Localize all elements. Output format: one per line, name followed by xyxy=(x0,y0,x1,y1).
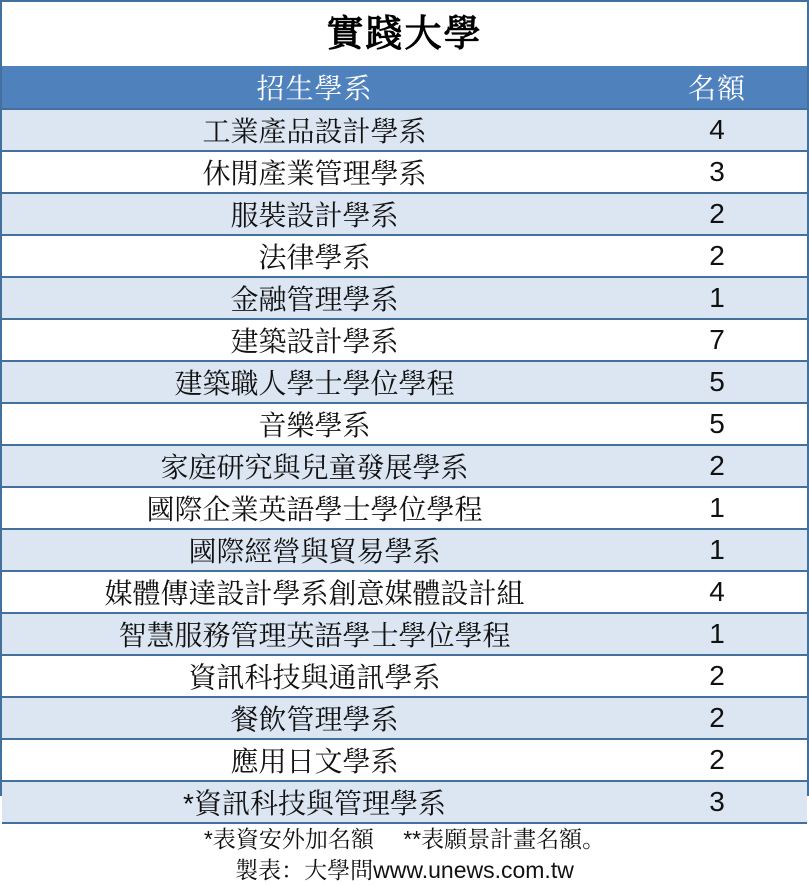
column-header-quota: 名額 xyxy=(627,66,807,109)
department-cell: 法律學系 xyxy=(2,235,627,277)
table-body xyxy=(2,109,807,822)
department-cell: 國際企業英語學士學位學程 xyxy=(2,487,627,529)
table-row xyxy=(2,403,807,445)
admissions-table xyxy=(2,66,807,822)
table-row xyxy=(2,361,807,403)
table-row xyxy=(2,739,807,781)
quota-cell: 5 xyxy=(627,361,807,403)
table-row xyxy=(2,109,807,151)
table-row xyxy=(2,655,807,697)
table-row xyxy=(2,277,807,319)
quota-cell: 2 xyxy=(627,655,807,697)
quota-cell: 2 xyxy=(627,697,807,739)
table-row xyxy=(2,319,807,361)
quota-cell: 4 xyxy=(627,109,807,151)
credit-text: 製表：大學問www.unews.com.tw xyxy=(235,857,574,883)
table-row xyxy=(2,697,807,739)
department-cell: 工業產品設計學系 xyxy=(2,109,627,151)
department-cell: 休閒產業管理學系 xyxy=(2,151,627,193)
department-cell: 智慧服務管理英語學士學位學程 xyxy=(2,613,627,655)
department-cell: 音樂學系 xyxy=(2,403,627,445)
quota-cell: 2 xyxy=(627,739,807,781)
department-cell: 資訊科技與通訊學系 xyxy=(2,655,627,697)
table-row xyxy=(2,235,807,277)
quota-cell: 2 xyxy=(627,445,807,487)
quota-cell: 2 xyxy=(627,193,807,235)
header-row xyxy=(2,66,807,109)
table-footer xyxy=(2,822,807,886)
table-row xyxy=(2,613,807,655)
department-cell: 應用日文學系 xyxy=(2,739,627,781)
department-cell: 餐飲管理學系 xyxy=(2,697,627,739)
quota-cell: 7 xyxy=(627,319,807,361)
quota-cell: 5 xyxy=(627,403,807,445)
department-cell: 家庭研究與兒童發展學系 xyxy=(2,445,627,487)
column-header-department: 招生學系 xyxy=(2,66,627,109)
department-cell: 服裝設計學系 xyxy=(2,193,627,235)
footnote-text: *表資安外加名額 **表願景計畫名額。 xyxy=(203,826,606,852)
table-row xyxy=(2,487,807,529)
quota-cell: 3 xyxy=(627,151,807,193)
department-cell: 媒體傳達設計學系創意媒體設計組 xyxy=(2,571,627,613)
quota-cell: 1 xyxy=(627,277,807,319)
department-cell: *資訊科技與管理學系 xyxy=(2,781,627,822)
quota-cell: 3 xyxy=(627,781,807,822)
quota-cell: 1 xyxy=(627,529,807,571)
quota-cell: 2 xyxy=(627,235,807,277)
table-row xyxy=(2,781,807,822)
department-cell: 金融管理學系 xyxy=(2,277,627,319)
table-row xyxy=(2,529,807,571)
department-cell: 國際經營與貿易學系 xyxy=(2,529,627,571)
table-row xyxy=(2,151,807,193)
quota-cell: 1 xyxy=(627,487,807,529)
table-row xyxy=(2,193,807,235)
quota-cell: 4 xyxy=(627,571,807,613)
department-cell: 建築設計學系 xyxy=(2,319,627,361)
quota-cell: 1 xyxy=(627,613,807,655)
table-row xyxy=(2,571,807,613)
table-row xyxy=(2,445,807,487)
page-title: 實踐大學 xyxy=(326,13,483,54)
department-cell: 建築職人學士學位學程 xyxy=(2,361,627,403)
